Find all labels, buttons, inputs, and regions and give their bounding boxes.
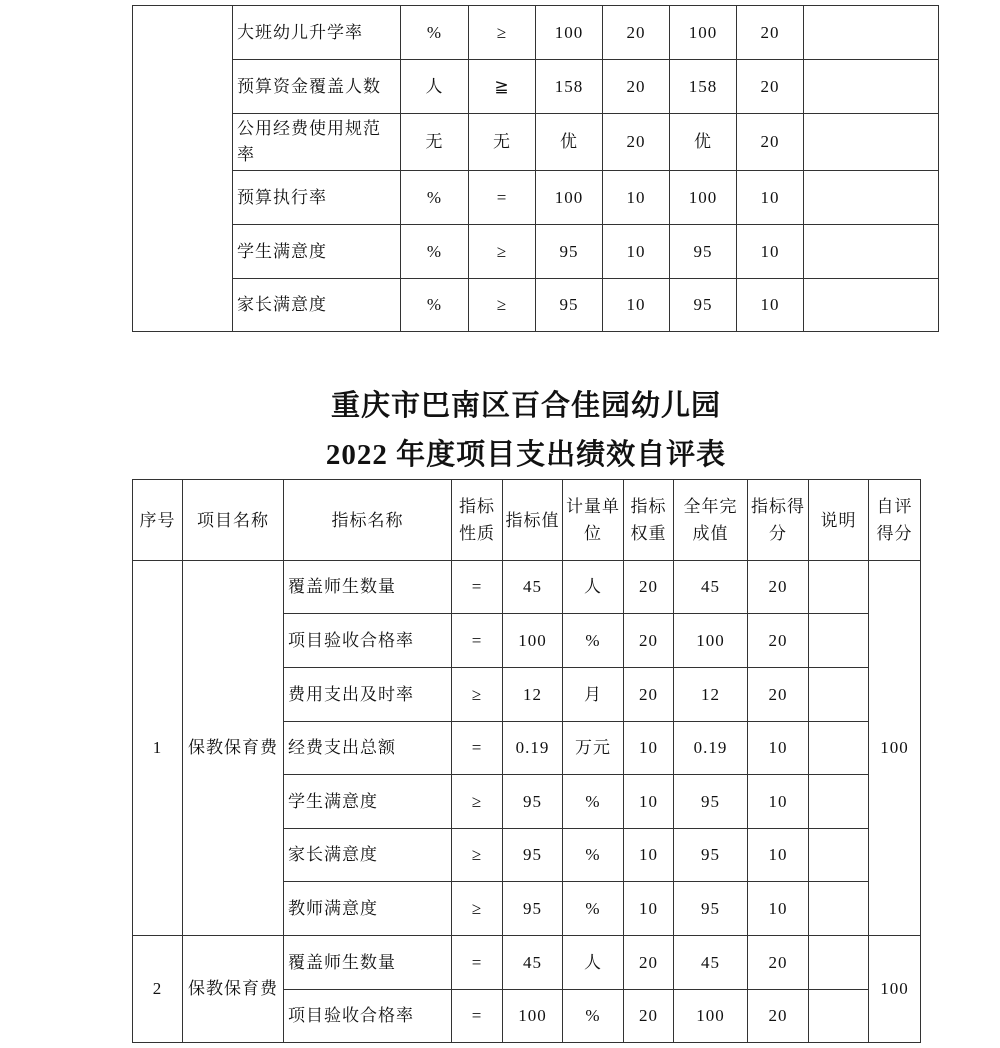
indicator-name-cell: 大班幼儿升学率 bbox=[233, 6, 401, 60]
unit-cell: % bbox=[563, 990, 624, 1043]
score-cell: 20 bbox=[737, 60, 804, 114]
header-unit bbox=[563, 480, 624, 561]
indicator-nature-cell: = bbox=[452, 614, 503, 668]
indicator-name-cell: 经费支出总额 bbox=[284, 722, 452, 775]
note-cell bbox=[804, 279, 939, 332]
indicator-nature-cell: ≥ bbox=[469, 279, 536, 332]
score-cell: 20 bbox=[748, 561, 809, 614]
actual-value-cell: 100 bbox=[670, 171, 737, 225]
indicator-name-cell: 教师满意度 bbox=[284, 882, 452, 936]
target-value-cell: 45 bbox=[503, 936, 563, 990]
target-value-cell: 95 bbox=[503, 775, 563, 829]
weight-cell: 20 bbox=[624, 936, 674, 990]
actual-value-cell: 95 bbox=[670, 225, 737, 279]
indicator-nature-cell: ≥ bbox=[469, 225, 536, 279]
table-row bbox=[133, 114, 939, 171]
seq-cell: 2 bbox=[133, 936, 183, 1043]
weight-cell: 20 bbox=[624, 561, 674, 614]
indicator-nature-cell: = bbox=[452, 722, 503, 775]
unit-cell: 万元 bbox=[563, 722, 624, 775]
header-actual-value bbox=[674, 480, 748, 561]
indicator-nature-cell: ≥ bbox=[452, 882, 503, 936]
note-cell bbox=[804, 114, 939, 171]
actual-value-cell: 95 bbox=[670, 279, 737, 332]
actual-value-cell: 95 bbox=[674, 882, 748, 936]
score-cell: 20 bbox=[748, 614, 809, 668]
actual-value-cell: 45 bbox=[674, 561, 748, 614]
title-line-2: 2022 年度项目支出绩效自评表 bbox=[325, 439, 727, 471]
seq-cell: 1 bbox=[133, 561, 183, 936]
target-value-cell: 12 bbox=[503, 668, 563, 722]
indicator-name-cell: 学生满意度 bbox=[284, 775, 452, 829]
score-cell: 10 bbox=[737, 279, 804, 332]
note-cell bbox=[809, 722, 869, 775]
indicator-name-cell: 家长满意度 bbox=[284, 829, 452, 882]
indicator-name-cell: 项目验收合格率 bbox=[284, 990, 452, 1043]
note-cell bbox=[804, 6, 939, 60]
indicator-name-cell: 预算资金覆盖人数 bbox=[233, 60, 401, 114]
target-value-cell: 0.19 bbox=[503, 722, 563, 775]
header-indicator-nature bbox=[452, 480, 503, 561]
note-cell bbox=[809, 561, 869, 614]
header-actual-value-label: 全年完成值 bbox=[683, 497, 738, 543]
unit-cell: % bbox=[563, 829, 624, 882]
unit-cell: 无 bbox=[401, 114, 469, 171]
table-row bbox=[133, 6, 939, 60]
actual-value-cell: 100 bbox=[674, 990, 748, 1043]
weight-cell: 10 bbox=[603, 225, 670, 279]
weight-cell: 10 bbox=[624, 829, 674, 882]
score-cell: 10 bbox=[748, 775, 809, 829]
indicator-nature-cell: ≥ bbox=[452, 775, 503, 829]
target-value-cell: 100 bbox=[503, 614, 563, 668]
score-cell: 20 bbox=[737, 6, 804, 60]
score-cell: 20 bbox=[737, 114, 804, 171]
header-unit-label: 计量单位 bbox=[566, 497, 620, 543]
project-name-cell: 保教保育费 bbox=[183, 936, 284, 1043]
title-line-1: 重庆市巴南区百合佳园幼儿园 bbox=[330, 390, 721, 422]
indicator-nature-cell: 无 bbox=[469, 114, 536, 171]
target-value-cell: 优 bbox=[536, 114, 603, 171]
unit-cell: % bbox=[401, 6, 469, 60]
target-value-cell: 95 bbox=[536, 279, 603, 332]
table-row bbox=[133, 225, 939, 279]
score-cell: 10 bbox=[748, 722, 809, 775]
weight-cell: 20 bbox=[624, 614, 674, 668]
table-row bbox=[133, 60, 939, 114]
self-score-cell: 100 bbox=[869, 936, 921, 1043]
project-name-cell: 保教保育费 bbox=[183, 561, 284, 936]
self-score-cell: 100 bbox=[869, 561, 921, 936]
weight-cell: 20 bbox=[624, 668, 674, 722]
unit-cell: % bbox=[401, 225, 469, 279]
header-score bbox=[748, 480, 809, 561]
table-row bbox=[133, 936, 921, 990]
indicator-nature-cell: = bbox=[452, 561, 503, 614]
score-cell: 20 bbox=[748, 990, 809, 1043]
indicator-name-cell: 费用支出及时率 bbox=[284, 668, 452, 722]
note-cell bbox=[809, 775, 869, 829]
weight-cell: 10 bbox=[624, 722, 674, 775]
header-self-score-label: 自评得分 bbox=[876, 497, 913, 543]
indicator-name-cell: 预算执行率 bbox=[233, 171, 401, 225]
header-indicator-nature-label: 指标性质 bbox=[459, 497, 495, 543]
actual-value-cell: 12 bbox=[674, 668, 748, 722]
target-value-cell: 100 bbox=[503, 990, 563, 1043]
weight-cell: 20 bbox=[603, 60, 670, 114]
indicator-nature-cell: ≥ bbox=[452, 668, 503, 722]
target-value-cell: 95 bbox=[503, 829, 563, 882]
target-value-cell: 95 bbox=[536, 225, 603, 279]
actual-value-cell: 0.19 bbox=[674, 722, 748, 775]
indicator-name-cell: 覆盖师生数量 bbox=[284, 936, 452, 990]
unit-cell: 人 bbox=[401, 60, 469, 114]
header-project-name: 项目名称 bbox=[183, 480, 284, 561]
weight-cell: 20 bbox=[624, 990, 674, 1043]
actual-value-cell: 100 bbox=[670, 6, 737, 60]
indicator-nature-cell: ≥ bbox=[469, 6, 536, 60]
indicator-nature-cell: = bbox=[469, 171, 536, 225]
indicator-name-cell: 家长满意度 bbox=[233, 279, 401, 332]
weight-cell: 20 bbox=[603, 6, 670, 60]
header-indicator-name: 指标名称 bbox=[284, 480, 452, 561]
unit-cell: 人 bbox=[563, 936, 624, 990]
note-cell bbox=[804, 171, 939, 225]
table-row bbox=[133, 171, 939, 225]
indicator-name-cell: 公用经费使用规范率 bbox=[233, 114, 401, 171]
indicator-nature-cell: ≥ bbox=[452, 829, 503, 882]
header-target-value bbox=[503, 480, 563, 561]
weight-cell: 10 bbox=[603, 171, 670, 225]
unit-cell: % bbox=[563, 614, 624, 668]
indicator-name-cell: 学生满意度 bbox=[233, 225, 401, 279]
indicator-name-cell: 项目验收合格率 bbox=[284, 614, 452, 668]
indicator-name-cell: 覆盖师生数量 bbox=[284, 561, 452, 614]
target-value-cell: 158 bbox=[536, 60, 603, 114]
actual-value-cell: 优 bbox=[670, 114, 737, 171]
note-cell bbox=[809, 882, 869, 936]
note-cell bbox=[809, 668, 869, 722]
actual-value-cell: 100 bbox=[674, 614, 748, 668]
table-row bbox=[133, 561, 921, 614]
unit-cell: 月 bbox=[563, 668, 624, 722]
header-note: 说明 bbox=[809, 480, 869, 561]
table-row bbox=[133, 279, 939, 332]
indicator-nature-cell: ≧ bbox=[469, 60, 536, 114]
unit-cell: 人 bbox=[563, 561, 624, 614]
note-cell bbox=[804, 225, 939, 279]
header-self-score bbox=[869, 480, 921, 561]
note-cell bbox=[809, 990, 869, 1043]
page-title bbox=[132, 382, 920, 480]
header-score-label: 指标得分 bbox=[751, 497, 805, 543]
weight-cell: 10 bbox=[624, 775, 674, 829]
note-cell bbox=[809, 936, 869, 990]
note-cell bbox=[804, 60, 939, 114]
target-value-cell: 100 bbox=[536, 171, 603, 225]
header-target-value-label: 指标值 bbox=[505, 510, 560, 530]
header-weight-label: 指标权重 bbox=[630, 497, 667, 543]
score-cell: 10 bbox=[737, 171, 804, 225]
unit-cell: % bbox=[563, 775, 624, 829]
score-cell: 10 bbox=[748, 829, 809, 882]
indicator-nature-cell: = bbox=[452, 990, 503, 1043]
header-weight bbox=[624, 480, 674, 561]
target-value-cell: 95 bbox=[503, 882, 563, 936]
merged-blank-cell bbox=[133, 6, 233, 332]
indicator-table-continued bbox=[132, 5, 939, 332]
score-cell: 10 bbox=[748, 882, 809, 936]
target-value-cell: 100 bbox=[536, 6, 603, 60]
actual-value-cell: 45 bbox=[674, 936, 748, 990]
performance-self-evaluation-table bbox=[132, 479, 921, 1043]
unit-cell: % bbox=[563, 882, 624, 936]
target-value-cell: 45 bbox=[503, 561, 563, 614]
score-cell: 20 bbox=[748, 936, 809, 990]
weight-cell: 10 bbox=[624, 882, 674, 936]
actual-value-cell: 95 bbox=[674, 829, 748, 882]
note-cell bbox=[809, 614, 869, 668]
score-cell: 20 bbox=[748, 668, 809, 722]
table-header-row bbox=[133, 480, 921, 561]
actual-value-cell: 95 bbox=[674, 775, 748, 829]
note-cell bbox=[809, 829, 869, 882]
unit-cell: % bbox=[401, 171, 469, 225]
weight-cell: 20 bbox=[603, 114, 670, 171]
actual-value-cell: 158 bbox=[670, 60, 737, 114]
score-cell: 10 bbox=[737, 225, 804, 279]
weight-cell: 10 bbox=[603, 279, 670, 332]
indicator-nature-cell: = bbox=[452, 936, 503, 990]
header-seq: 序号 bbox=[133, 480, 183, 561]
unit-cell: % bbox=[401, 279, 469, 332]
